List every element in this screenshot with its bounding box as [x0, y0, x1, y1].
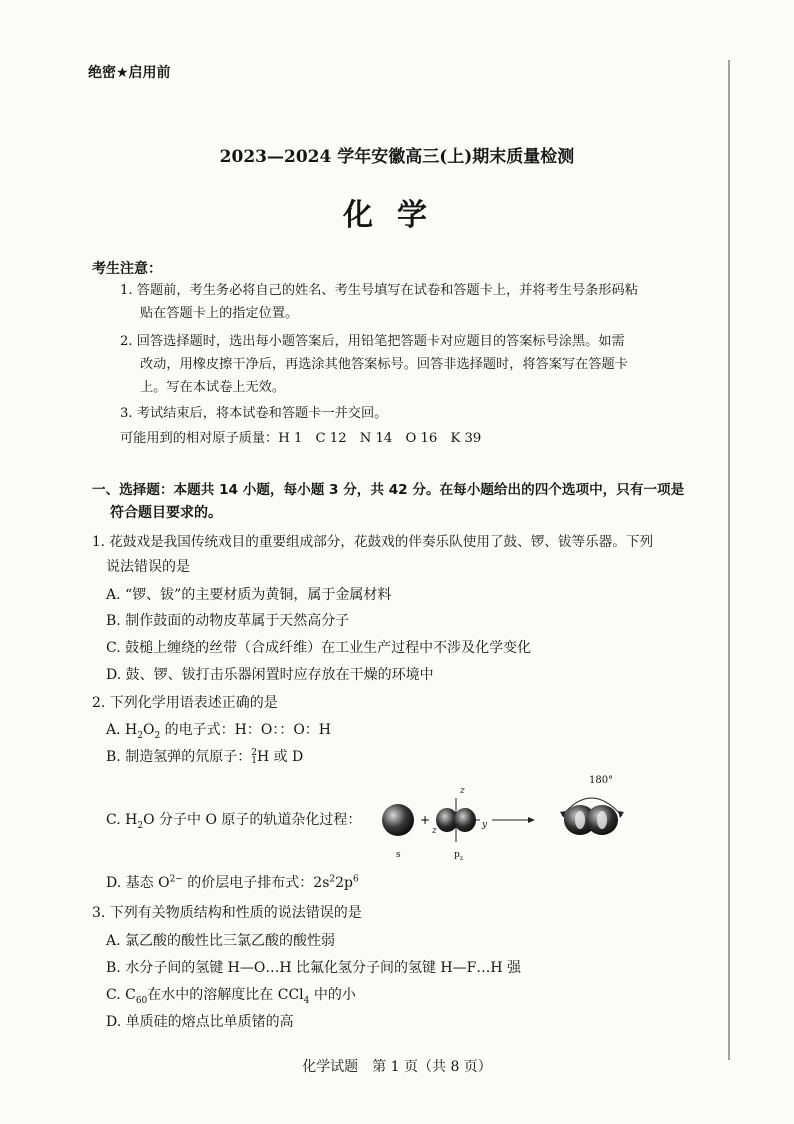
- q2-option-a: A. $H_2O_2$ 的电子式：H：O：：O：H: [106, 722, 332, 741]
- notice-line-4: 改动，用橡皮擦干净后，再选涂其他答案标号。回答非选择题时，将答案写在答题卡: [140, 357, 628, 372]
- q1-option-b: B. 制作鼓面的动物皮革属于天然高分子: [106, 613, 350, 629]
- section1-heading-cont: 符合题目要求的。: [110, 505, 222, 521]
- atomic-mass-line: 可能用到的相对原子质量：H 1 C 12 N 14 O 16 K 39: [120, 431, 482, 446]
- hybridization-diagram: [372, 778, 652, 862]
- secret-label: 绝密★启用前: [88, 65, 171, 81]
- notice-line-5: 上。写在本试卷上无效。: [140, 380, 286, 395]
- notice-line-2: 贴在答题卡上的指定位置。: [140, 306, 299, 321]
- q2-option-d: D. 基态 $O^{2-}$ 的价层电子排布式：$2s^22p^6$: [106, 874, 359, 891]
- q3-stem: 3. 下列有关物质结构和性质的说法错误的是: [92, 905, 362, 921]
- p-orbital-label: $p_z$: [454, 850, 463, 862]
- exam-title: 2023—2024 学年安徽高三(上)期末质量检测: [219, 147, 575, 167]
- angle-label: 180°: [589, 775, 614, 786]
- q1-option-d: D. 鼓、锣、钹打击乐器闲置时应存放在干燥的环境中: [106, 667, 434, 683]
- q1-option-c: C. 鼓槌上缠绕的丝带（合成纤维）在工业生产过程中不涉及化学变化: [106, 640, 532, 656]
- q1-stem-cont: 说法错误的是: [106, 559, 190, 575]
- axis-y-label: y: [482, 820, 488, 830]
- notice-line-6: 3. 考试结束后，将本试卷和答题卡一并交回。: [120, 406, 388, 421]
- q3-option-d: D. 单质硅的熔点比单质锗的高: [106, 1014, 294, 1030]
- page-footer: 化学试题 第 1 页（共 8 页）: [302, 1059, 492, 1075]
- s-orbital-icon: [382, 804, 414, 836]
- sp-hybrid-orbital-icon: [564, 805, 618, 835]
- s-orbital-label: s: [396, 850, 401, 860]
- q3-option-c: C. $C_{60}$在水中的溶解度比在 CCl$_4$ 中的小: [106, 987, 356, 1006]
- q1-stem: 1. 花鼓戏是我国传统戏目的重要组成部分，花鼓戏的伴奏乐队使用了鼓、锣、钹等乐器。下列: [92, 534, 654, 550]
- section1-heading: 一、选择题：本题共 14 小题，每小题 3 分，共 42 分。在每小题给出的四个选项中，只有一项是: [92, 482, 685, 498]
- axis-x-label: z: [432, 826, 437, 836]
- q2-option-b: B. 制造氢弹的氘原子：2 1H 或 D: [106, 748, 304, 766]
- q2-stem: 2. 下列化学用语表述正确的是: [92, 695, 278, 711]
- axis-z-label: z: [460, 786, 465, 796]
- notice-heading: 考生注意：: [92, 261, 162, 277]
- q3-option-a: A. 氯乙酸的酸性比三氯乙酸的酸性弱: [106, 933, 336, 949]
- subject-title: 化学: [343, 198, 451, 233]
- q3-option-b: B. 水分子间的氢键 H—O…H 比氟化氢分子间的氢键 H—F…H 强: [106, 960, 522, 976]
- notice-line-3: 2. 回答选择题时，选出每小题答案后，用铅笔把答题卡对应题目的答案标号涂黑。如需: [120, 334, 625, 349]
- svg-text:+: +: [420, 813, 431, 827]
- q1-option-a: A. “锣、钹”的主要材质为黄铜，属于金属材料: [106, 587, 392, 603]
- notice-line-1: 1. 答题前，考生务必将自己的姓名、考生号填写在试卷和答题卡上，并将考生号条形码粘: [120, 283, 638, 298]
- q2-option-c: C. $H_2O$ 分子中 O 原子的轨道杂化过程：: [106, 812, 362, 831]
